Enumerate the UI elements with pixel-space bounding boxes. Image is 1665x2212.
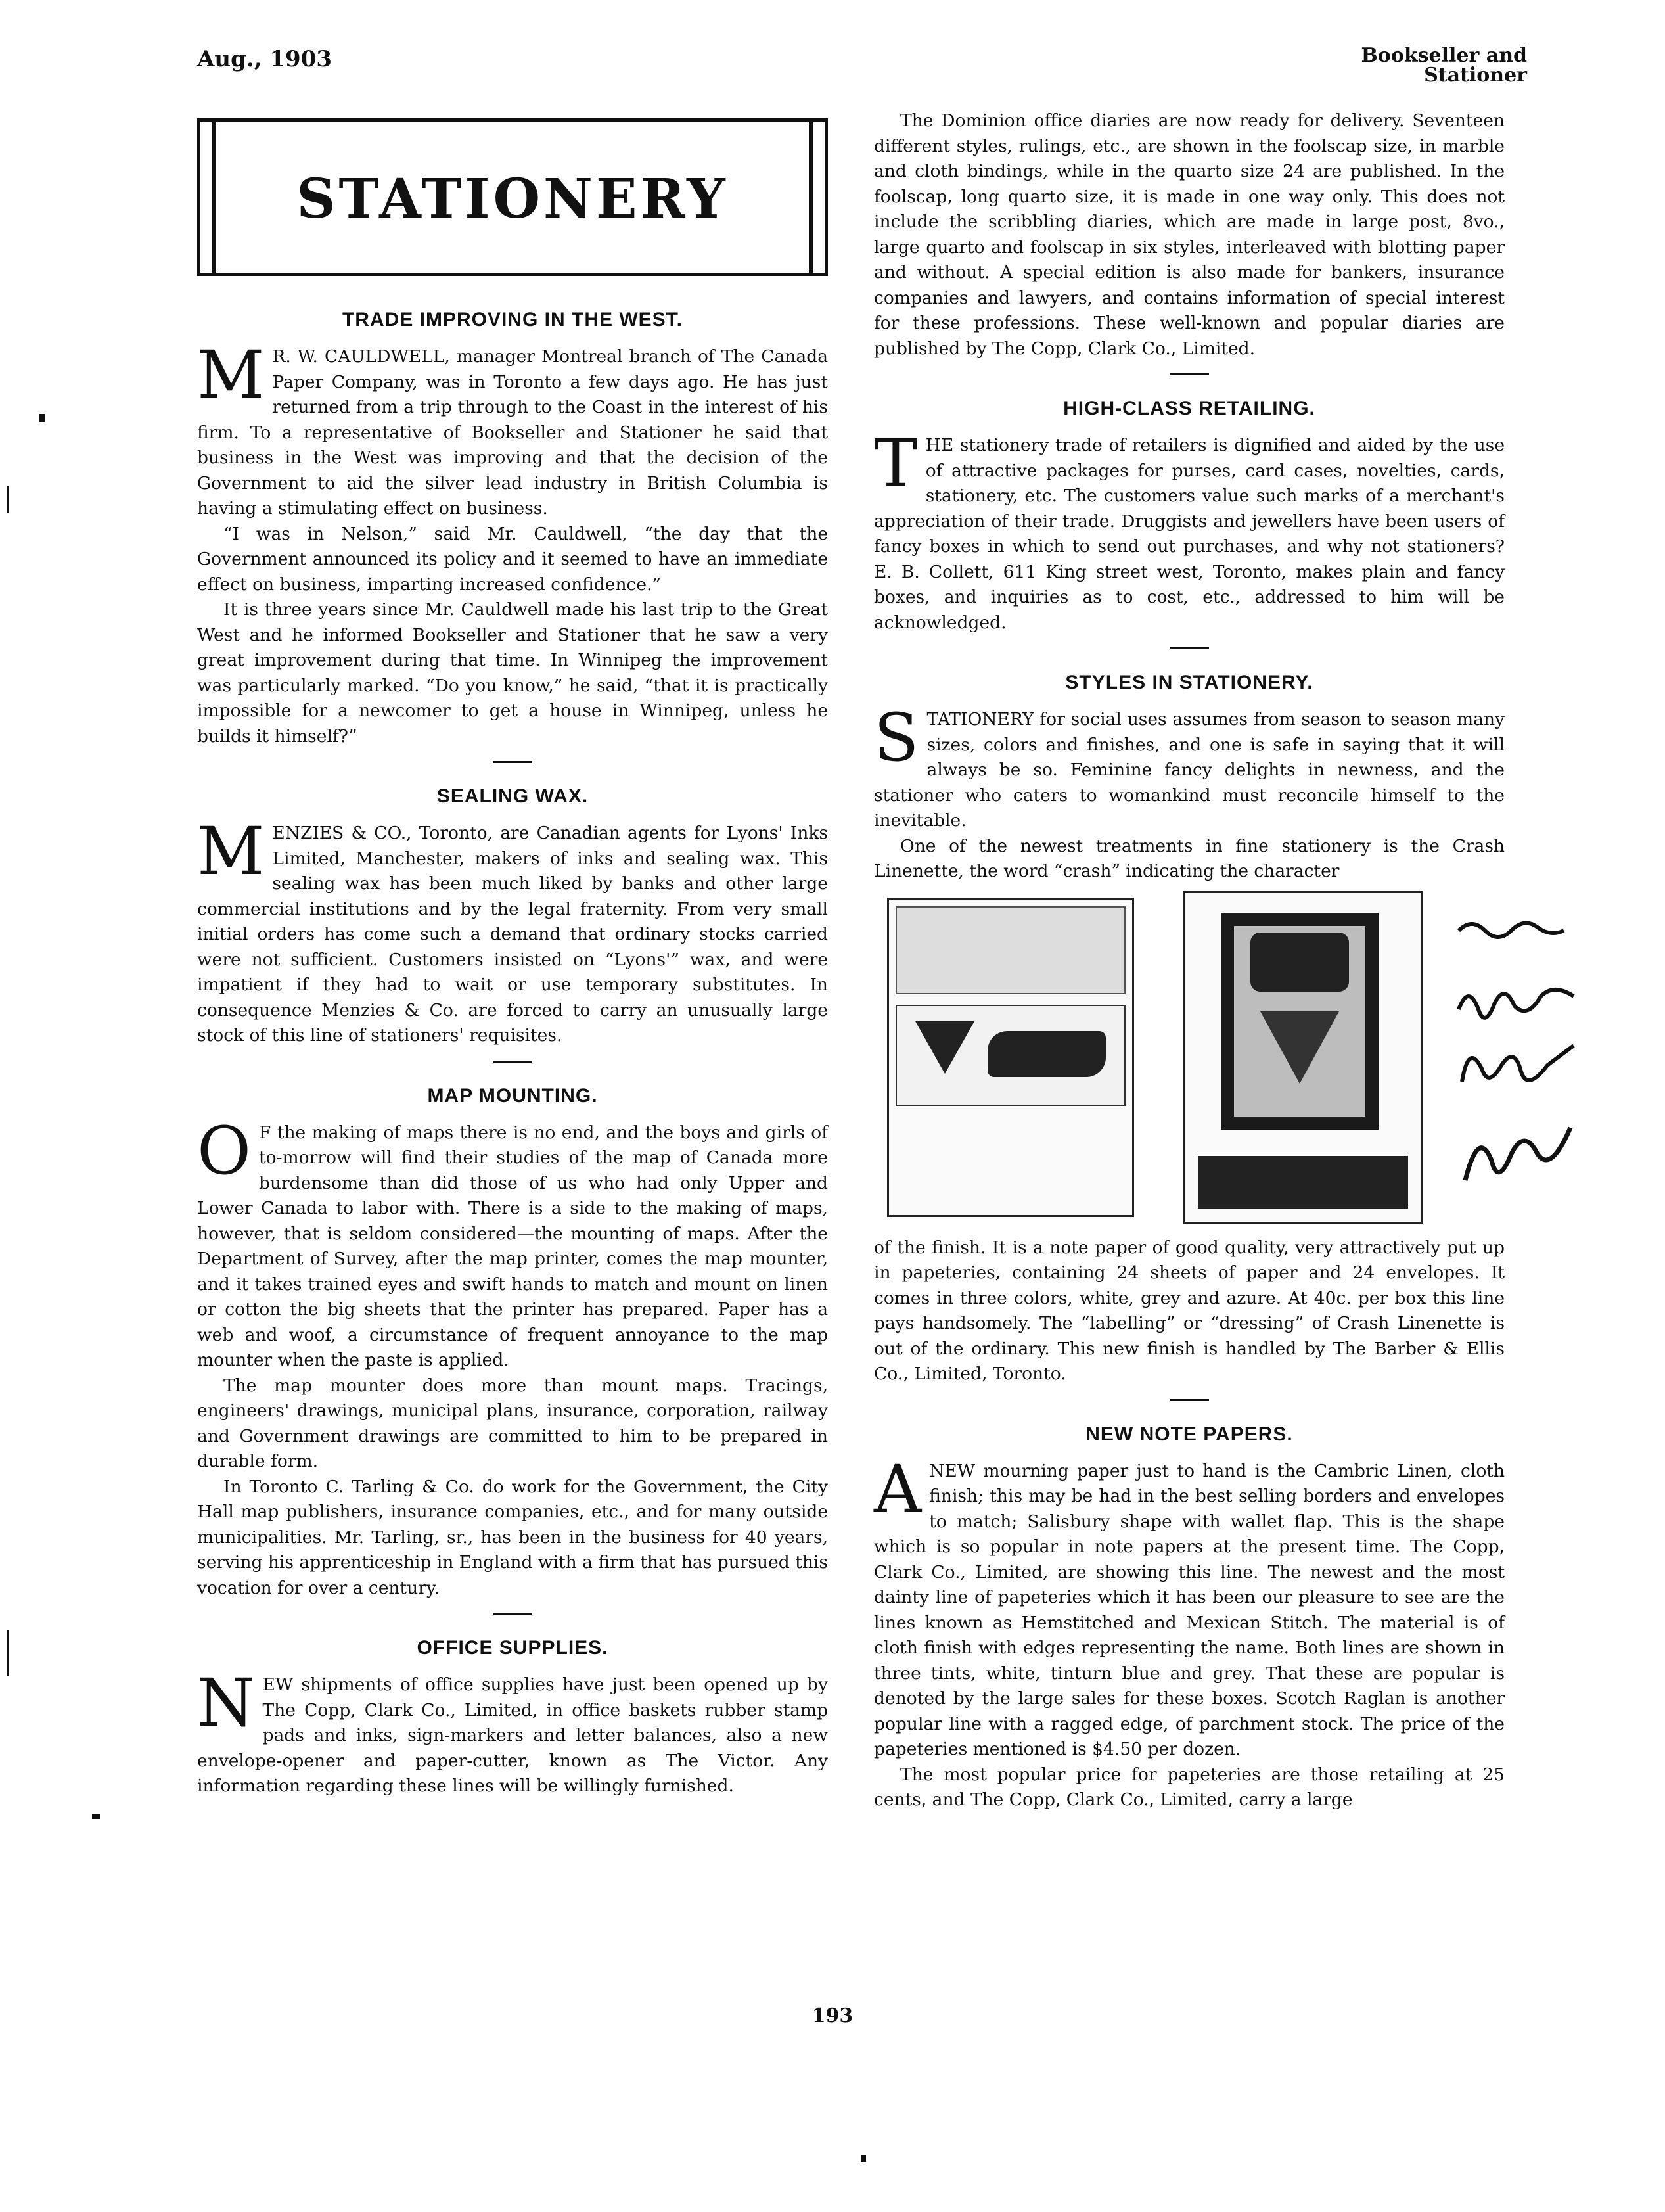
heading-new-note-papers: NEW NOTE PAPERS. [1085, 1423, 1293, 1445]
triangle-logo-icon [915, 1021, 974, 1074]
article-paragraph: M R. W. CAULDWELL, manager Montreal branch of The Canada Paper Company, was in Toronto a few days ago. He has just returned from a trip through to the Coast in the interest of his firm. To a representative of Bookseller and Stationer he said that business in the West was improving and that the decision of the Government to aid the silver lead industry in British Columbia is having a stimulating effect on business. [197, 336, 828, 518]
section-rule [1170, 647, 1209, 649]
section-rule [493, 761, 532, 763]
drop-cap: M [197, 336, 265, 413]
article-paragraph: of the finish. It is a note paper of good quality, very attractively put up in papeteries, containing 24 sheets of paper and 24 envelopes. It comes in three colors, white, grey and azure. At 40c. per box this line pays handsomely. The “labelling” or “dressing” of Crash Linenette is out of the ordinary. This new finish is handled by The Barber & Ellis Co., Limited, Toronto. [874, 1237, 1505, 1384]
article-paragraph: The map mounter does more than mount maps. Tracings, engineers' drawings, municipal plans, insurance, corporation, railway and Government drawings are committed to him to be prepared in durable form. [197, 1375, 828, 1471]
magazine-title-line1: Bookseller and [1361, 44, 1527, 67]
magazine-title [1361, 46, 1528, 85]
section-rule [493, 1061, 532, 1063]
article-paragraph: ANEW mourning paper just to hand is the Cambric Linen, cloth finish; this may be had in the best selling borders and envelopes to match; Salisbury shape with wallet flap. This is the shape which is so popular in note papers at the present time. The Copp, Clark Co., Limited, are showing this line. The newest and the most dainty line of papeteries which it has been our pleasure to see are the lines known as Hemstitched and Mexican Stitch. The material is of cloth finish with edges representing the name. Both lines are shown in three tints, white, tinturn blue and grey. That these are popular is denoted by the large sales for these boxes. Scotch Raglan is another popular line with a ragged edge, of parchment stock. The price of the papeteries mentioned is $4.50 per dozen. [874, 1450, 1505, 1759]
scan-margin-mark [7, 486, 9, 513]
scan-margin-mark [861, 2155, 866, 2162]
scan-margin-mark [7, 1630, 9, 1676]
stationery-package-illustration [1183, 891, 1423, 1224]
article-paragraph: MENZIES & CO., Toronto, are Canadian agents for Lyons' Inks Limited, Manchester, makers of inks and sealing wax. This sealing wax has been much liked by banks and other large commercial institutions and by the legal fraternity. From very small initial orders has come such a demand that ordinary stocks carried were not sufficient. Customers insisted on “Lyons'” wax, and were impatient if they had to wait or use temporary substitutes. In consequence Menzies & Co. are forced to carry an unusually large stock of this line of stationers' requisites. [197, 813, 828, 1046]
drop-cap: M [197, 813, 265, 890]
article-paragraph: O F the making of maps there is no end, and the boys and girls of to-morrow will find their studies of the map of Canada more burdensome than did those of us who had only Upper and Lower Canada to labor with. There is a side to the making of maps, however, that is seldom considered—the mounting of maps. After the Department of Survey, after the map printer, comes the map mounter, and it takes trained eyes and swift hands to match and mount on linen or cotton the big sheets that the printer has prepared. Paper has a web and woof, a circumstance of frequent annoyance to the map mounter when the paste is applied. [197, 1112, 828, 1370]
drop-cap: N [197, 1665, 255, 1741]
article-paragraph: It is three years since Mr. Cauldwell made his last trip to the Great West and he informed Bookseller and Stationer that he saw a very great improvement during that time. In Winnipeg the improvement was particularly marked. “Do you know,” he said, “that it is practically impossible for a newcomer to get a house in Winnipeg, unless he builds it himself?” [197, 599, 828, 747]
heading-office-supplies: OFFICE SUPPLIES. [417, 1637, 608, 1659]
drop-cap: T [874, 425, 918, 502]
article-paragraph: STATIONERY for social uses assumes from season to season many sizes, colors and finishes, and one is safe in saying that it will always be so. Feminine fancy delights in newness, and the stationer who caters to womankind must reconcile himself to the inevitable. [874, 699, 1505, 831]
section-rule [1170, 373, 1209, 375]
stationery-box-illustration [887, 898, 1134, 1217]
script-logo-icon [1250, 933, 1349, 992]
heading-sealing-wax: SEALING WAX. [436, 785, 589, 807]
triangle-logo-icon [1260, 1011, 1339, 1084]
package-base-label [1198, 1156, 1408, 1209]
crash-linenette-illustration [874, 891, 1505, 1226]
issue-date: Aug., 1903 [197, 46, 332, 72]
scan-margin-mark [92, 1814, 100, 1819]
heading-high-class-retailing: HIGH-CLASS RETAILING. [1063, 398, 1315, 419]
box-lid-band [896, 906, 1126, 994]
scan-margin-mark [39, 414, 45, 422]
article-paragraph: NEW shipments of office supplies have just been opened up by The Copp, Clark Co., Limited, in office baskets rubber stamp pads and inks, sign-markers and letter balances, also a new envelope-opener and paper-cutter, known as The Victor. Any information regarding these lines will be willingly furnished. [197, 1665, 828, 1796]
page-number: 193 [811, 2004, 854, 2027]
drop-cap: A [874, 1450, 922, 1528]
article-paragraph: The most popular price for papeteries are those retailing at 25 cents, and The Copp, Clark Co., Limited, carry a large [874, 1764, 1505, 1810]
page-title: STATIONERY [296, 168, 729, 231]
handwritten-annotation [1452, 904, 1584, 1220]
section-rule [1170, 1399, 1209, 1401]
right-column [874, 108, 1505, 1813]
heading-trade-improving: TRADE IMPROVING IN THE WEST. [342, 309, 683, 331]
handwriting-scribble-icon [1452, 904, 1584, 1220]
heading-map-mounting: MAP MOUNTING. [427, 1084, 598, 1107]
title-box [197, 118, 828, 276]
article-paragraph: One of the newest treatments in fine stationery is the Crash Linenette, the word “crash” indicating the character [874, 835, 1505, 881]
magazine-title-line2: Stationer [1424, 64, 1527, 87]
script-logo-icon [988, 1031, 1106, 1077]
article-paragraph: “I was in Nelson,” said Mr. Cauldwell, “the day that the Government announced its policy and it seemed to have an immediate effect on business, imparting increased confidence.” [197, 523, 828, 595]
drop-cap: S [874, 699, 919, 776]
article-paragraph: In Toronto C. Tarling & Co. do work for the Government, the City Hall map publishers, insurance companies, etc., and for many outside municipalities. Mr. Tarling, sr., has been in the business for 40 years, serving his apprenticeship in England with a firm that has pursued this vocation for over a century. [197, 1476, 828, 1598]
package-label [1221, 913, 1379, 1130]
heading-styles-in-stationery: STYLES IN STATIONERY. [1065, 672, 1313, 693]
article-paragraph: THE stationery trade of retailers is dignified and aided by the use of attractive packages for purses, card cases, novelties, cards, stationery, etc. The customers value such marks of a merchant's appreciation of their trade. Druggists and jewellers have been users of fancy boxes in which to send out purchases, and why not stationers? E. B. Collett, 611 King street west, Toronto, makes plain and fancy boxes, and inquiries as to cost, etc., addressed to him will be acknowledged. [874, 425, 1505, 633]
drop-cap: O [197, 1112, 251, 1189]
page-header [197, 46, 1527, 85]
left-column [197, 118, 828, 1799]
section-rule [493, 1613, 532, 1615]
article-paragraph: The Dominion office diaries are now ready for delivery. Seventeen different styles, rulings, etc., are shown in the foolscap size, in marble and cloth bindings, while in the quarto size 24 are published. In the foolscap, long quarto size, it is made in one way only. This does not include the scribbling diaries, which are made in large post, 8vo., large quarto and foolscap in six styles, interleaved with blotting paper and without. A special edition is also made for bankers, insurance companies and lawyers, and contains information of special interest for these professions. These well-known and popular diaries are published by The Copp, Clark Co., Limited. [874, 110, 1505, 359]
